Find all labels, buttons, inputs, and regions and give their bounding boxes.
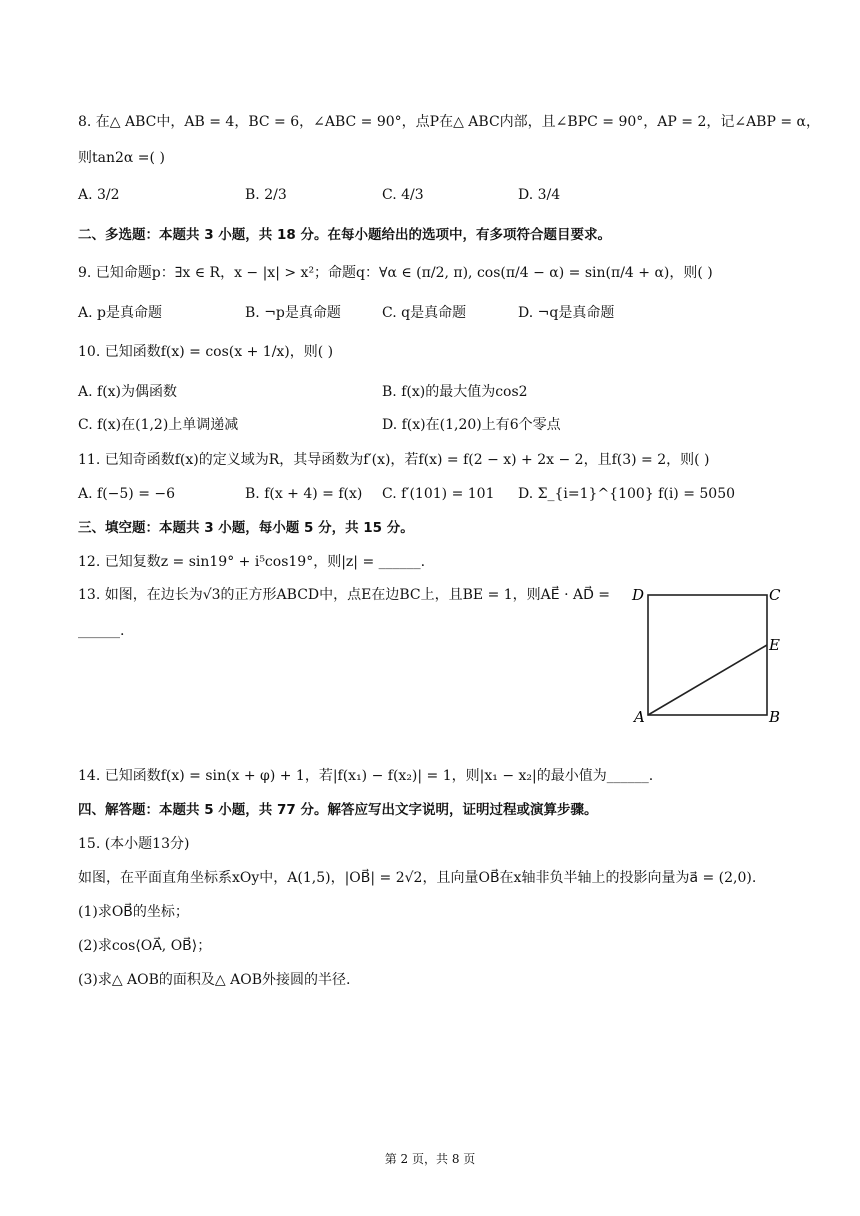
q8-option-a: A. 3/2 xyxy=(78,187,120,203)
q10-stem: 10. 已知函数f(x) = cos(x + 1/x)，则( ) xyxy=(78,344,334,360)
q10-option-d: D. f(x)在(1,20)上有6个零点 xyxy=(382,417,561,433)
q9-option-c: C. q是真命题 xyxy=(382,305,467,321)
q9-stem: 9. 已知命题p：∃x ∈ R，x − |x| > x²；命题q：∀α ∈ (π/2, π), cos(π/4 − α) = sin(π/4 + α)，则( ) xyxy=(78,265,713,281)
label-b: B xyxy=(769,708,781,726)
section-heading-fill-in: 三、填空题：本题共 3 小题，每小题 5 分，共 15 分。 xyxy=(78,520,414,536)
q11-option-a: A. f(−5) = −6 xyxy=(78,486,176,502)
segment-ae xyxy=(648,645,767,715)
q15-part-1: (1)求OB⃗的坐标； xyxy=(78,904,189,920)
q11-stem: 11. 已知奇函数f(x)的定义域为R，其导函数为f′(x)，若f(x) = f(2 − x) + 2x − 2，且f(3) = 2，则( ) xyxy=(78,452,710,468)
q15-title: 15. (本小题13分) xyxy=(78,836,190,852)
q9-option-b: B. ¬p是真命题 xyxy=(245,305,341,321)
q8-stem-line1: 8. 在△ ABC中，AB = 4，BC = 6，∠ABC = 90°，点P在△ ABC内部，且∠BPC = 90°，AP = 2，记∠ABP = α， xyxy=(78,114,820,130)
section-heading-multiple-choice: 二、多选题：本题共 3 小题，共 18 分。在每小题给出的选项中，有多项符合题目要求。 xyxy=(78,227,611,243)
label-d: D xyxy=(632,586,645,604)
q12-stem: 12. 已知复数z = sin19° + i⁵cos19°，则|z| = ______. xyxy=(78,554,426,570)
section-heading-solutions: 四、解答题：本题共 5 小题，共 77 分。解答应写出文字说明，证明过程或演算步骤。 xyxy=(78,802,598,818)
page-footer: 第 2 页，共 8 页 xyxy=(384,1152,476,1166)
q8-option-c: C. 4/3 xyxy=(382,187,424,203)
square-abcd-diagram xyxy=(625,582,785,732)
q11-option-c: C. f′(101) = 101 xyxy=(382,486,495,502)
square-abcd-figure xyxy=(625,582,785,732)
q10-option-b: B. f(x)的最大值为cos2 xyxy=(382,384,528,400)
q11-option-b: B. f(x + 4) = f(x) xyxy=(245,486,363,502)
q9-option-d: D. ¬q是真命题 xyxy=(518,305,615,321)
label-e: E xyxy=(769,636,780,654)
label-a: A xyxy=(634,708,645,726)
q10-option-a: A. f(x)为偶函数 xyxy=(78,384,178,400)
q15-part-2: (2)求cos⟨OA⃗, OB⃗⟩； xyxy=(78,938,212,954)
q8-stem-line2: 则tan2α =( ) xyxy=(78,150,165,166)
q11-option-d: D. Σ_{i=1}^{100} f(i) = 5050 xyxy=(518,486,736,502)
q15-part-3: (3)求△ AOB的面积及△ AOB外接圆的半径. xyxy=(78,972,351,988)
q10-option-c: C. f(x)在(1,2)上单调递减 xyxy=(78,417,239,433)
q9-option-a: A. p是真命题 xyxy=(78,305,162,321)
q14-stem: 14. 已知函数f(x) = sin(x + φ) + 1，若|f(x₁) − f(x₂)| = 1，则|x₁ − x₂|的最小值为______. xyxy=(78,768,654,784)
q13-stem-line2: ______. xyxy=(78,623,125,639)
q8-option-d: D. 3/4 xyxy=(518,187,561,203)
q8-option-b: B. 2/3 xyxy=(245,187,287,203)
q15-stem: 如图，在平面直角坐标系xOy中，A(1,5)，|OB⃗| = 2√2，且向量OB⃗在x轴非负半轴上的投影向量为a⃗ = (2,0). xyxy=(78,870,757,886)
label-c: C xyxy=(769,586,781,604)
q13-stem-line1: 13. 如图，在边长为√3的正方形ABCD中，点E在边BC上，且BE = 1，则AE⃗ · AD⃗ = xyxy=(78,587,611,603)
